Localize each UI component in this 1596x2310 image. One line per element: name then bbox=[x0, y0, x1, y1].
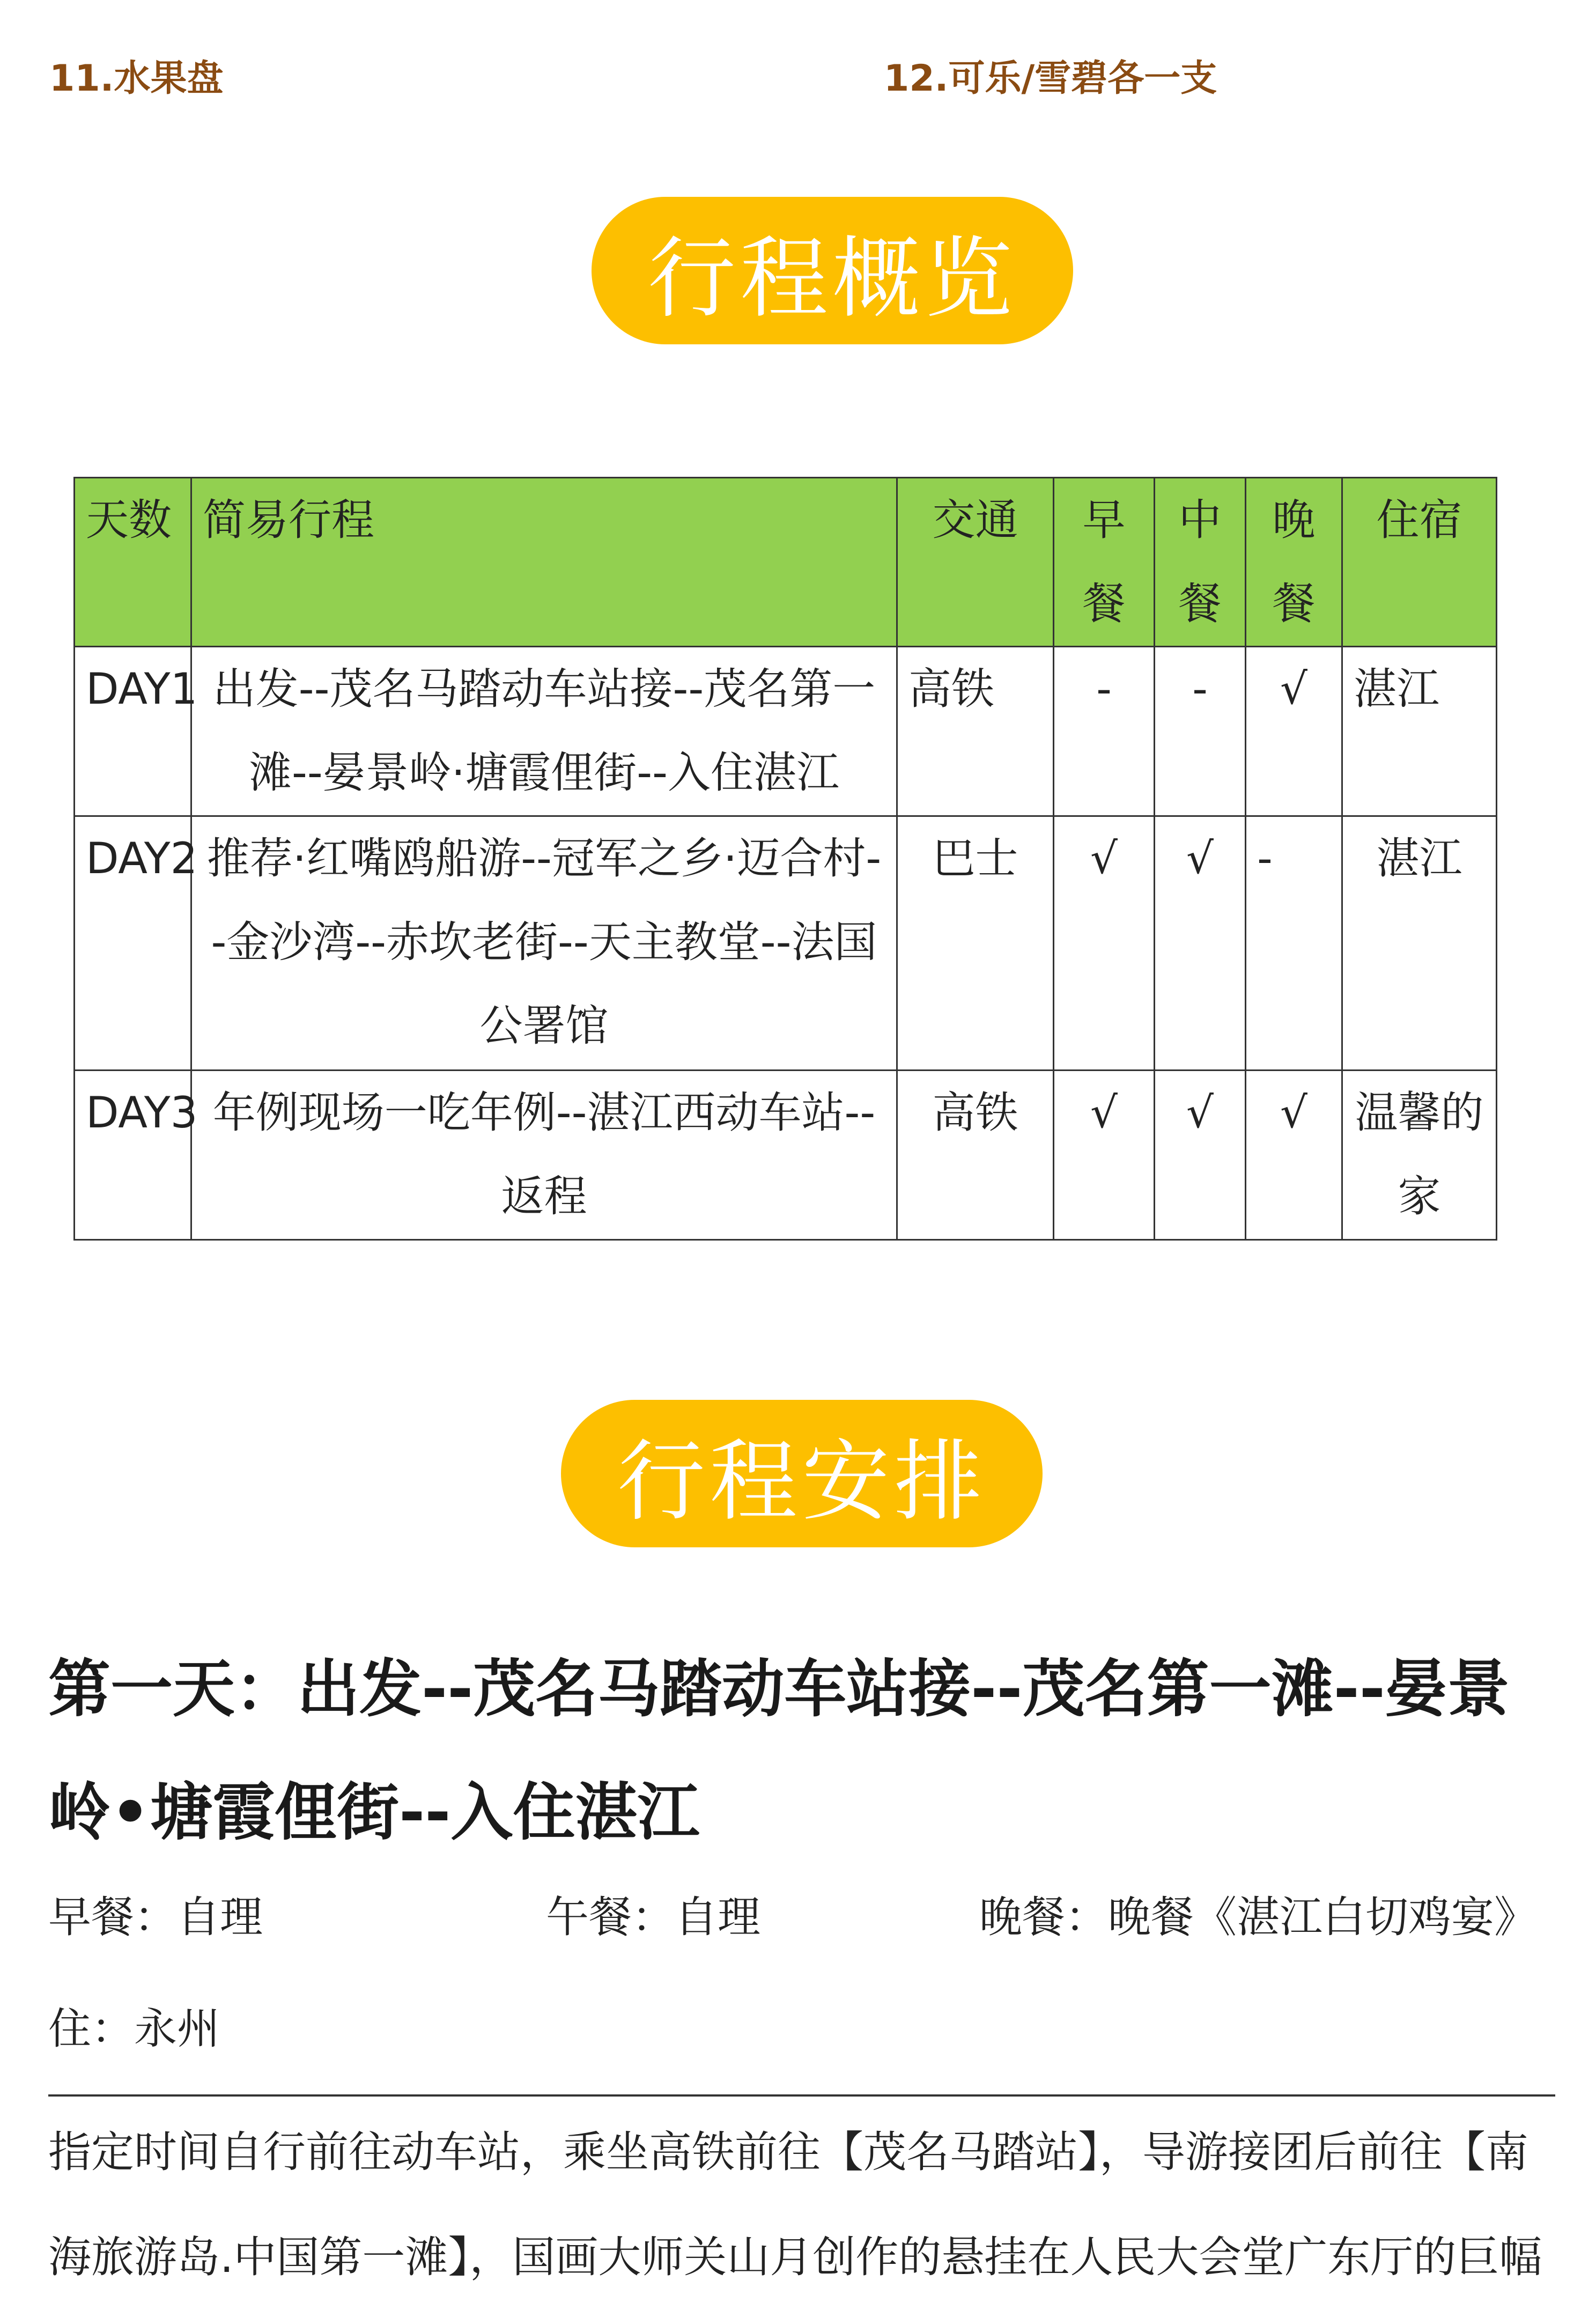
row-transport: 巴士 bbox=[897, 816, 1054, 1071]
row-dinner: √ bbox=[1246, 647, 1342, 816]
row-breakfast: √ bbox=[1054, 816, 1155, 1071]
schedule-title-text: 行程安排 bbox=[617, 1430, 986, 1533]
row-route: 年例现场一吃年例--湛江西动车站--返程 bbox=[191, 1071, 897, 1240]
schedule-section-title bbox=[561, 1400, 1043, 1547]
header-stay: 住宿 bbox=[1342, 478, 1497, 647]
overview-header-row bbox=[75, 478, 1497, 647]
row-transport: 高铁 bbox=[897, 1071, 1054, 1240]
row-stay: 湛江 bbox=[1342, 816, 1497, 1071]
row-lunch: √ bbox=[1155, 1071, 1246, 1240]
header-transport: 交通 bbox=[897, 478, 1054, 647]
day1-lunch: 午餐：自理 bbox=[546, 1892, 760, 1942]
table-row bbox=[75, 1071, 1497, 1240]
row-day: DAY1 bbox=[75, 647, 191, 816]
row-dinner: - bbox=[1246, 816, 1342, 1071]
overview-table bbox=[73, 477, 1497, 1241]
day1-stay: 住：永州 bbox=[48, 2004, 220, 2054]
row-day: DAY3 bbox=[75, 1071, 191, 1240]
header-days: 天数 bbox=[75, 478, 191, 647]
header-breakfast: 早餐 bbox=[1054, 478, 1155, 647]
table-row bbox=[75, 647, 1497, 816]
overview-title-text: 行程概览 bbox=[647, 227, 1017, 330]
row-route: 出发--茂名马踏动车站接--茂名第一滩--晏景岭·塘霞俚街--入住湛江 bbox=[191, 647, 897, 816]
day1-title: 第一天：出发--茂名马踏动车站接--茂名第一滩--晏景岭•塘霞俚街--入住湛江 bbox=[48, 1653, 1510, 1849]
row-transport: 高铁 bbox=[897, 647, 1054, 816]
divider-line bbox=[48, 2094, 1555, 2097]
day1-dinner: 晚餐：晚餐《湛江白切鸡宴》 bbox=[979, 1892, 1537, 1942]
row-stay: 温馨的家 bbox=[1342, 1071, 1497, 1240]
header-dinner: 晚餐 bbox=[1246, 478, 1342, 647]
row-breakfast: - bbox=[1054, 647, 1155, 816]
header-route: 简易行程 bbox=[191, 478, 897, 647]
row-lunch: √ bbox=[1155, 816, 1246, 1071]
row-day: DAY2 bbox=[75, 816, 191, 1071]
header-lunch: 中餐 bbox=[1155, 478, 1246, 647]
day1-breakfast: 早餐：自理 bbox=[48, 1892, 263, 1942]
note-item-fruit-plate: 11.水果盘 bbox=[49, 57, 224, 100]
row-lunch: - bbox=[1155, 647, 1246, 816]
row-dinner: √ bbox=[1246, 1071, 1342, 1240]
row-breakfast: √ bbox=[1054, 1071, 1155, 1240]
note-item-drinks: 12.可乐/雪碧各一支 bbox=[884, 57, 1217, 100]
table-row bbox=[75, 816, 1497, 1071]
row-route: 推荐·红嘴鸥船游--冠军之乡·迈合村--金沙湾--赤坎老街--天主教堂--法国公署馆 bbox=[191, 816, 897, 1071]
day1-description: 指定时间自行前往动车站，乘坐高铁前往【茂名马踏站】，导游接团后前往【南海旅游岛.中国第一滩】，国画大师关山月创作的悬挂在人民大会堂广东厅的巨幅 bbox=[48, 2127, 1542, 2282]
row-stay: 湛江 bbox=[1342, 647, 1497, 816]
overview-section-title bbox=[592, 197, 1073, 344]
